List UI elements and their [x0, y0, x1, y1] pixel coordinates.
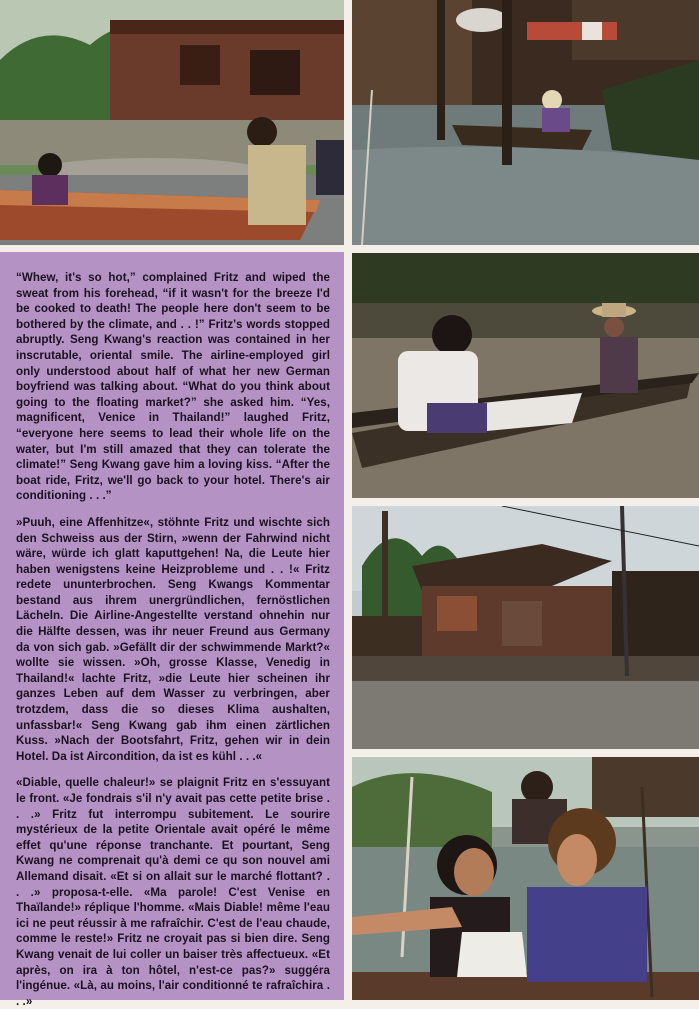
- photo-rowing-boat: [352, 253, 699, 498]
- photo-canal-boat-ride: [0, 0, 344, 245]
- article-paragraph-english: “Whew, it's so hot,” complained Fritz and wiped the sweat from his forehead, “if it wasn't for the breeze I'd be cooked to death! The people here don't seem to be bothered by the climate, and . . !” Fritz's words stopped abruptly. Seng Kwang's reaction was contained in her inscrutable, oriental smile. The airline-employed girl only understood about half of what her new German boyfriend was talking about. “What do you think about going to the floating market?” she asked him. “Yes, magnificent, Venice in Thailand!” laughed Fritz, “everyone here seems to lead their whole life on the water, but I'm still amazed that they can tolerate the climate!” Seng Kwang gave him a loving kiss. “After the boat ride, Fritz, we'll go back to your hotel. There's air conditioning . . .”: [16, 271, 330, 503]
- photo-couple-portrait: [352, 757, 699, 1000]
- photo-floating-market: [352, 0, 699, 245]
- article-paragraph-french: «Diable, quelle chaleur!» se plaignit Fritz en s'essuyant le front. «Je fondrais s'il n'y avait pas cette petite brise . . .» Fritz fut interrompu subitement. Le sourire mystérieux de la petite Orientale avait opéré le même effet qu'une réponse tranchante. Et pourtant, Seng Kwang ne comprenait qu'à demi ce qu son nouvel ami Allemand disait. «Et si on allait sur le marché flottant? . . .» proposa-t-elle. «Ma parole! C'est Venise en Thaïlande!» réplique l'homme. «Mais Diable! même l'eau ici ne peut réussir à me rafraîchir. C'est de l'eau chaude, comme le reste!» Fritz ne croyait pas si bien dire. Seng Kwang venait de lui coller un baiser très affectueux. «Et après, on ira à ton hôtel, n'est-ce pas?» suggéra l'ingénue. «Là, au moins, l'air conditionné te rafraîchira . . .»: [16, 776, 330, 1008]
- article-text-panel: [0, 252, 344, 1008]
- article-paragraph-german: »Puuh, eine Affenhitze«, stöhnte Fritz und wischte sich den Schweiss aus der Stirn, »wenn der Fahrwind nicht wäre, würde ich glatt kaputtgehen! Na, die Leute hier haben wenigstens keine Heizprobleme und . . !« Fritz redete ununterbrochen. Seng Kwangs Kommentar bestand aus ihrem unergründlichen, fernöstlichen Lächeln. Die Airline-Angestellte verstand ohnehin nur die Hälfte dessen, was ihr neuer Freund aus Germany da von sich gab. »Gefällt dir der schwimmende Markt?« wollte sie wissen. »Oh, grosse Klasse, Venedig in Thailand!« lachte Fritz, »die Leute hier scheinen ihr ganzes Leben auf dem Wasser zu verbringen, aber trotzdem, dass die so dieses Klima aushalten, unfassbar!« Seng Kwang gab ihm einen zärtlichen Kuss. »Nach der Bootsfahrt, Fritz, gehen wir in dein Hotel. Da ist Aircondition, da ist es kühl . . .«: [16, 515, 330, 763]
- photo-stilt-houses: [352, 506, 699, 749]
